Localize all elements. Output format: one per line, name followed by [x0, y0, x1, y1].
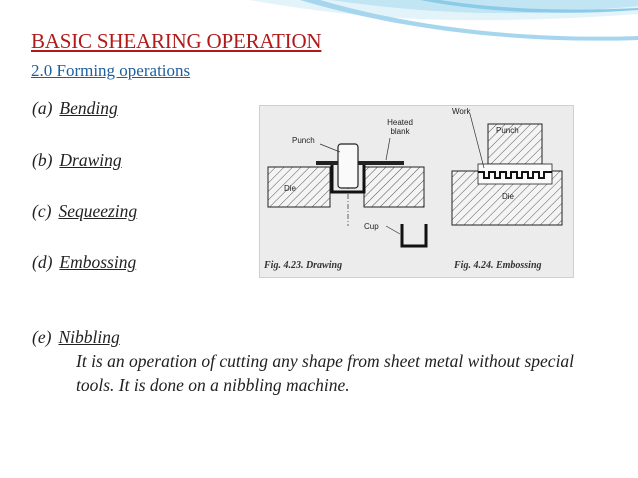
- item-label: (c): [32, 201, 52, 221]
- list-item: [32, 150, 122, 171]
- caption-drawing: Fig. 4.23. Drawing: [264, 260, 343, 271]
- caption-embossing: Fig. 4.24. Embossing: [454, 260, 542, 271]
- item-label: (d): [32, 252, 53, 272]
- list-item: [32, 201, 137, 222]
- item-text: Embossing: [59, 252, 137, 272]
- item-text: Drawing: [59, 150, 122, 170]
- label-punch-left: Punch: [292, 136, 315, 145]
- forming-diagram-figure: [259, 105, 574, 278]
- nibbling-description: It is an operation of cutting any shape from sheet metal without special tools. It is done on a nibbling machine.: [76, 351, 575, 395]
- slide-subtitle: 2.0 Forming operations: [31, 61, 191, 80]
- item-text: Bending: [59, 98, 118, 118]
- slide-title: BASIC SHEARING OPERATION: [31, 29, 322, 53]
- label-die-left: Die: [284, 184, 297, 193]
- item-text: Sequeezing: [58, 201, 138, 221]
- label-work: Work: [452, 107, 471, 116]
- list-item: [32, 252, 136, 273]
- list-item: [32, 98, 118, 119]
- item-label: (b): [32, 150, 53, 170]
- label-heated-blank: Heated blank: [387, 118, 413, 136]
- forming-diagram-drawing: [260, 106, 573, 277]
- list-item: [32, 327, 120, 348]
- item-text: Nibbling: [58, 327, 120, 347]
- label-die-right: Die: [502, 192, 515, 201]
- label-punch-right: Punch: [496, 126, 519, 135]
- label-cup: Cup: [364, 222, 379, 231]
- item-label: (e): [32, 327, 52, 347]
- item-label: (a): [32, 98, 53, 118]
